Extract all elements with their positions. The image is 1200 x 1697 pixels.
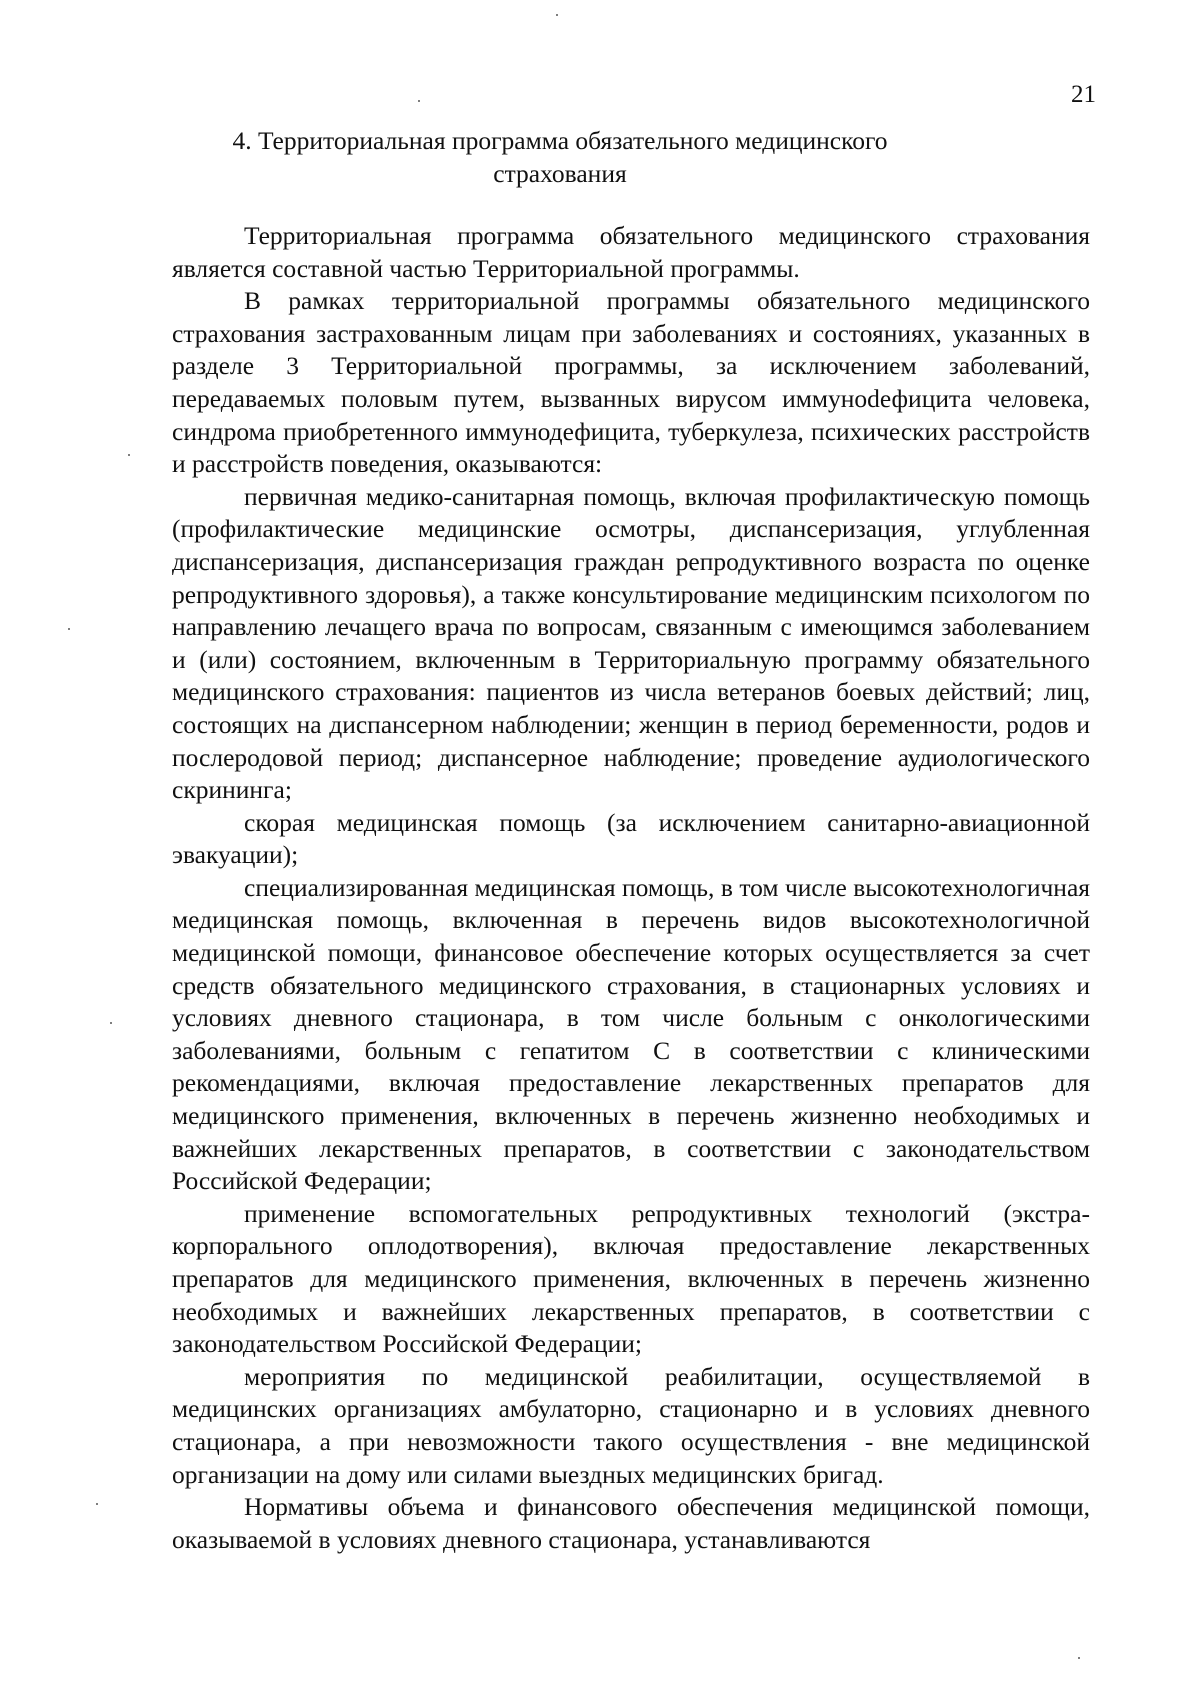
paragraph-primary-care: первичная медико-санитарная помощь, включая профилактическую помощь (профилактические медицинские осмотры, диспансеризация, углубленная диспансеризация, диспансеризация граждан репродуктивного возраста по оценке репродуктивного здоровья), а также консультирование медицинским психологом по направлению лечащего врача по вопросам, связанным с имеющимся заболеванием и (или) состоянием, включенным в Территориальную программу обязательного медицинского страхования: пациентов из числа ветеранов боевых действий; лиц, состоящих на диспансерном наблюдении; женщин в период беременности, родов и послеродовой период; диспансерное наблюдение; проведение аудиологического скрининга; — [172, 481, 1090, 805]
scan-speck — [128, 454, 130, 456]
section-heading — [200, 124, 920, 190]
scan-speck — [556, 14, 558, 16]
paragraph-reproductive-tech: применение вспомогательных репродуктивных технологий (экстракорпорального оплодотворения), включая предоставление лекарственных препаратов для медицинского применения, включенных в перечень жизненно необходимых и важнейших лекарственных препаратов, в соответствии с законодательством Российской Федерации; — [172, 1198, 1090, 1359]
paragraph-specialized-care: специализированная медицинская помощь, в том числе высокотехнологичная медицинская помощь, включенная в перечень видов высокотехнологичной медицинской помощи, финансовое обеспечение которых осуществляется за счет средств обязательного медицинского страхования, в стационарных условиях и условиях дневного стационара, в том числе больным с онкологическими заболеваниями, больным с гепатитом C в соответствии с клиническими рекомендациями, включая предоставление лекарственных препаратов для медицинского применения, включенных в перечень жизненно необходимых и важнейших лекарственных препаратов, в соответствии с законодательством Российской Федерации; — [172, 872, 1090, 1196]
paragraph-scope: В рамках территориальной программы обязательного медицинского страхования застрахованным лицам при заболеваниях и состояниях, указанных в разделе 3 Территориальной программы, за исключением заболеваний, передаваемых половым путем, вызванных вирусом иммуноdефицита человека, синдрома приобретенного иммунодефицита, туберкулеза, психических расстройств и расстройств поведения, оказываются: — [172, 286, 1090, 479]
scan-speck — [1078, 1657, 1080, 1659]
body-text — [172, 220, 1090, 1556]
page-number: 21 — [1071, 81, 1096, 108]
paragraph-day-hospital-norms: Нормативы объема и финансового обеспечения медицинской помощи, оказываемой в условиях дневного стационара, устанавливаются — [172, 1492, 1090, 1554]
scan-speck — [68, 628, 70, 630]
heading-line-1: 4. Территориальная программа обязательного медицинского — [232, 126, 888, 155]
paragraph-intro: Территориальная программа обязательного медицинского страхования является составной частью Территориальной программы. — [172, 221, 1090, 283]
scan-speck — [96, 1503, 98, 1505]
scan-speck — [418, 100, 420, 102]
scan-speck — [110, 1022, 112, 1024]
paragraph-rehabilitation: мероприятия по медицинской реабилитации, осуществляемой в медицинских организациях амбулаторно, стационарно и в условиях дневного стационара, а при невозможности такого осуществления - вне медицинской организации на дому или силами выездных медицинских бригад. — [172, 1361, 1090, 1489]
heading-line-2: страхования — [493, 159, 627, 188]
paragraph-emergency-care: скорая медицинская помощь (за исключением санитарно-авиационной эвакуации); — [172, 807, 1090, 870]
